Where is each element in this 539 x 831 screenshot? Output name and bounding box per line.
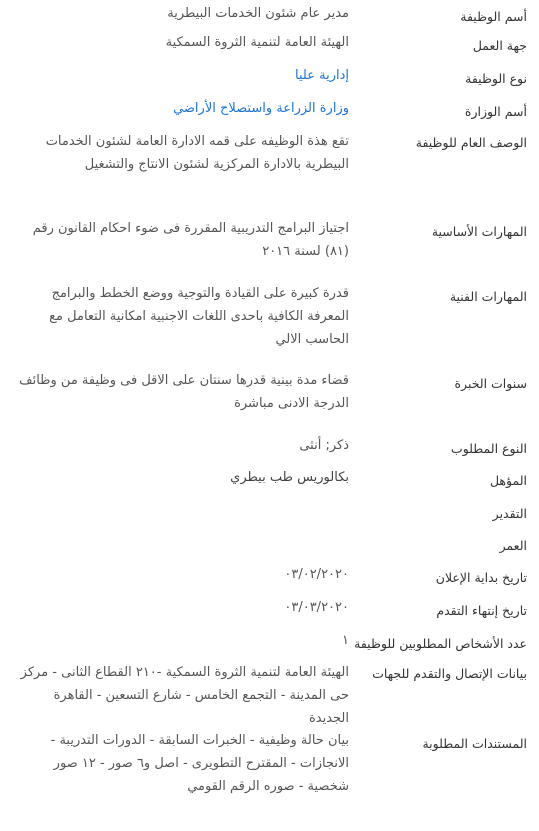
- field-row-contact: [0, 661, 539, 729]
- field-value-documents: بيان حالة وظيفية - الخبرات السابقة - الدورات التدريبة - الانجازات - المقترح التطويرى - اصل و٦ صور - ١٢ صور شخصية - صوره الرقم القومي: [50, 733, 349, 794]
- field-label-grade: التقدير: [492, 506, 527, 521]
- field-label-employer: جهة العمل: [472, 38, 527, 53]
- field-label-technical-skills: المهارات الفنية: [449, 289, 527, 304]
- field-row-technical-skills: [0, 282, 539, 369]
- field-row-openings: [0, 629, 539, 661]
- field-label-job-type: نوع الوظيفة: [465, 71, 527, 86]
- field-label-apply-end: تاريخ إنتهاء التقدم: [436, 603, 527, 618]
- field-label-ministry: أسم الوزارة: [464, 104, 527, 119]
- field-value-gender: ذكر; أنثى: [299, 438, 349, 453]
- field-value-job-title: مدير عام شئون الخدمات البيطرية: [167, 6, 349, 21]
- field-row-grade: [0, 499, 539, 531]
- field-row-experience: [0, 369, 539, 434]
- field-label-openings: عدد الأشخاص المطلوبين للوظيفة: [354, 636, 527, 651]
- field-row-job-type: [0, 64, 539, 97]
- field-value-technical-skills: قدرة كبيرة على القيادة والتوجية ووضع الخطط والبرامج المعرفة الكافية باحدى اللغات الاجنبية امكانية التعامل مع الحاسب الالي: [49, 286, 349, 347]
- field-value-openings: ١: [342, 633, 349, 648]
- field-label-announce-start: تاريخ بداية الإعلان: [435, 570, 527, 585]
- field-value-contact: الهيئة العامة لتنمية الثروة السمكية -٢١٠ القطاع الثانى - مركز حى المدينة - التجمع الخامس - شارع التسعين - القاهرة الجديدة: [20, 665, 349, 726]
- field-value-job-type-link[interactable]: إدارية عليا: [295, 68, 349, 83]
- field-label-contact: بيانات الإتصال والتقدم للجهات: [372, 666, 527, 681]
- field-row-ministry: [0, 97, 539, 130]
- field-row-age: [0, 531, 539, 563]
- field-value-apply-end: ٠٣/٠٣/٢٠٢٠: [284, 600, 349, 615]
- field-label-qualification: المؤهل: [489, 473, 527, 488]
- field-row-gender: [0, 434, 539, 466]
- field-row-basic-skills: [0, 217, 539, 282]
- field-row-employer: [0, 31, 539, 64]
- field-row-qualification: [0, 466, 539, 499]
- field-row-announce-start: [0, 563, 539, 596]
- field-value-description: تقع هذة الوظيفه على قمه الادارة العامة لشئون الخدمات البيطرية بالادارة المركزية لشئون الانتاج والتشغيل: [45, 134, 349, 172]
- field-label-gender: النوع المطلوب: [450, 441, 527, 456]
- field-value-ministry-link[interactable]: وزارة الزراعة واستصلاح الأراضي: [173, 101, 349, 116]
- field-row-documents: [0, 729, 539, 805]
- field-value-basic-skills: اجتياز البرامج التدريبية المقررة فى ضوء احكام القانون رقم (٨١) لسنة ٢٠١٦: [32, 221, 349, 259]
- field-row-apply-end: [0, 596, 539, 629]
- field-row-job-title: [0, 2, 539, 31]
- field-value-experience: قضاء مدة بينية قدرها سنتان على الاقل فى وظيفة من وظائف الدرجة الادنى مباشرة: [19, 373, 349, 411]
- field-label-basic-skills: المهارات الأساسية: [431, 224, 527, 239]
- field-value-announce-start: ٠٣/٠٢/٢٠٢٠: [284, 567, 349, 582]
- field-label-documents: المستندات المطلوبة: [422, 736, 527, 751]
- field-label-experience: سنوات الخبرة: [454, 376, 527, 391]
- field-value-employer: الهيئة العامة لتنمية الثروة السمكية: [165, 35, 349, 50]
- field-label-job-title: أسم الوظيفة: [460, 9, 527, 24]
- field-label-age: العمر: [499, 538, 527, 553]
- field-label-description: الوصف العام للوظيفة: [415, 135, 527, 150]
- field-value-qualification: بكالوريس طب بيطري: [230, 470, 349, 485]
- field-row-description: [0, 130, 539, 217]
